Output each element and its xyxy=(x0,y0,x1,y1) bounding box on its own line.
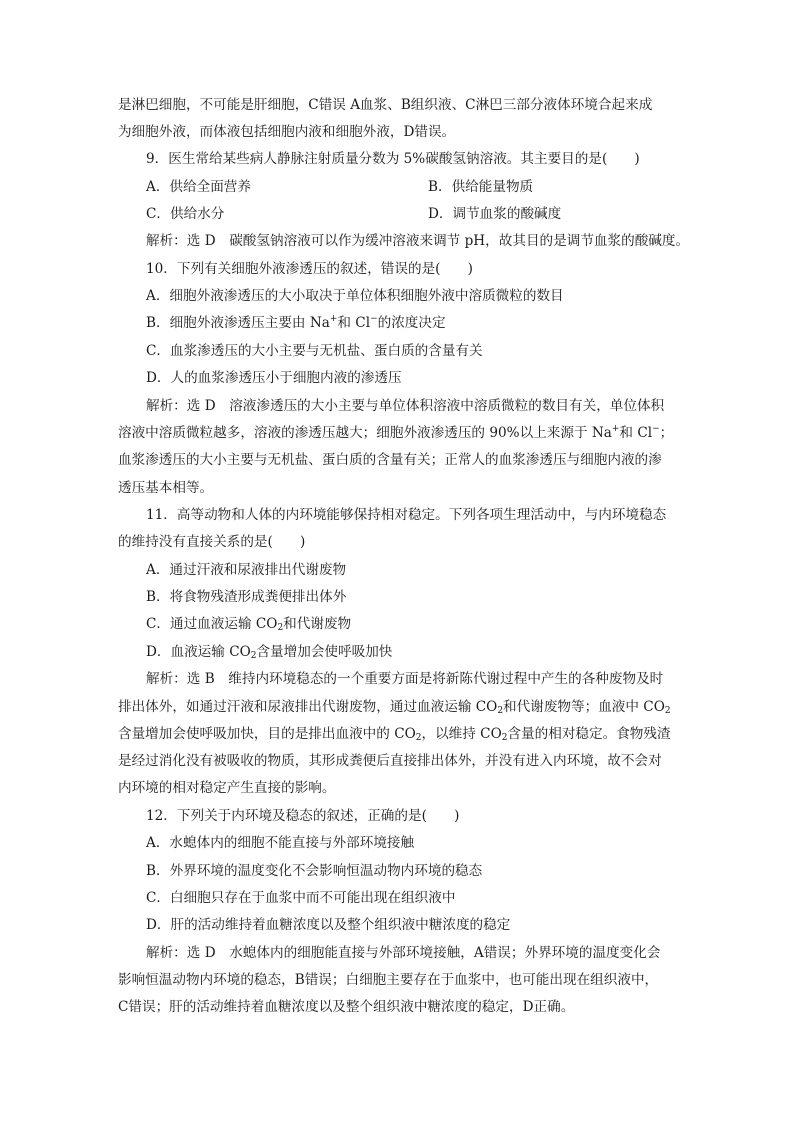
subscript: 2 xyxy=(277,623,284,633)
text-line: 内环境的相对稳定产生直接的影响。 xyxy=(118,780,336,796)
text-line: 血浆渗透压的大小主要与无机盐、蛋白质的含量有关；正常人的血浆渗透压与细胞内液的渗 xyxy=(118,452,662,468)
superscript: + xyxy=(329,314,338,324)
text-fragment: 和 Cl xyxy=(337,315,371,331)
subscript: 2 xyxy=(415,733,422,743)
subscript: 2 xyxy=(497,706,504,716)
option-d: D．调节血浆的酸碱度 xyxy=(428,206,562,222)
text-line: C错误；肝的活动维持着血糖浓度以及整个组织液中糖浓度的稳定，D正确。 xyxy=(118,999,575,1015)
option-a: A．供给全面营养 xyxy=(146,179,251,195)
option-c xyxy=(146,614,351,634)
text-fragment: 排出体外，如通过汗液和尿液排出代谢废物，通过血液运输 CO xyxy=(118,699,498,715)
text-line: 影响恒温动物内环境的稳态，B错误；白细胞主要存在于血浆中，也可能出现在组织液中， xyxy=(118,972,659,988)
option-b: B．供给能量物质 xyxy=(428,179,534,195)
option-a: A．细胞外液渗透压的大小取决于单位体积细胞外液中溶质微粒的数目 xyxy=(146,288,564,304)
text-fragment: ，以维持 CO xyxy=(421,726,502,742)
question-12: 12．下列关于内环境及稳态的叙述，正确的是( ) xyxy=(146,808,460,824)
text-fragment: 含量的相对稳定。食物残渣 xyxy=(507,726,671,742)
text-line xyxy=(118,724,671,744)
superscript: − xyxy=(652,424,660,434)
question-10: 10．下列有关细胞外液渗透压的叙述，错误的是( ) xyxy=(146,261,473,277)
text-line: 的维持没有直接关系的是( ) xyxy=(118,534,306,550)
subscript: 2 xyxy=(250,651,257,661)
text-line: 是经过消化没有被吸收的物质，其形成粪便后直接排出体外，并没有进入内环境，故不会对 xyxy=(118,753,662,769)
text-line: 为细胞外液，而体液包括细胞内液和细胞外液，D错误。 xyxy=(118,124,456,140)
option-c: C．供给水分 xyxy=(146,206,225,222)
option-d: D．人的血浆渗透压小于细胞内液的渗透压 xyxy=(146,370,402,386)
text-fragment: D．血液运输 CO xyxy=(146,644,251,660)
text-line xyxy=(118,423,673,443)
text-fragment: 和 Cl xyxy=(619,425,653,441)
answer-9: 解析：选 D 碳酸氢钠溶液可以作为缓冲溶液来调节 pH，故其目的是调节血浆的酸碱度。 xyxy=(146,233,690,249)
option-d xyxy=(146,642,392,662)
superscript: + xyxy=(611,424,620,434)
option-c: C．白细胞只存在于血浆中而不可能出现在组织液中 xyxy=(146,890,456,906)
option-c: C．血浆渗透压的大小主要与无机盐、蛋白质的含量有关 xyxy=(146,343,483,359)
option-b: B．将食物残渣形成粪便排出体外 xyxy=(146,589,347,605)
question-11: 11．高等动物和人体的内环境能够保持相对稳定。下列各项生理活动中，与内环境稳态 xyxy=(146,507,667,523)
question-9: 9．医生常给某些病人静脉注射质量分数为 5%碳酸氢钠溶液。其主要目的是( ) xyxy=(146,151,640,167)
text-fragment: 含量增加会使呼吸加快，目的是排出血液中的 CO xyxy=(118,726,416,742)
answer-10: 解析：选 D 溶液渗透压的大小主要与单位体积溶液中溶质微粒的数目有关，单位体积 xyxy=(146,398,665,414)
option-a: A．通过汗液和尿液排出代谢废物 xyxy=(146,562,347,578)
subscript: 2 xyxy=(501,733,508,743)
text-fragment: 含量增加会使呼吸加快 xyxy=(256,644,393,660)
subscript: 2 xyxy=(664,706,671,716)
text-line: 是淋巴细胞，不可能是肝细胞，C错误 A血浆、B组织液、C淋巴三部分液体环境合起来成 xyxy=(118,97,653,113)
option-d: D．肝的活动维持着血糖浓度以及整个组织液中糖浓度的稳定 xyxy=(146,917,511,933)
text-fragment: 的浓度决定 xyxy=(377,315,446,331)
text-line: 透压基本相等。 xyxy=(118,480,214,496)
option-a: A．水螅体内的细胞不能直接与外部环境接触 xyxy=(146,835,415,851)
text-fragment: ； xyxy=(659,425,674,441)
text-fragment: B．细胞外液渗透压主要由 Na xyxy=(146,315,330,331)
text-fragment: 和代谢废物等；血液中 CO xyxy=(503,699,665,715)
text-fragment: 和代谢废物 xyxy=(283,616,352,632)
text-line xyxy=(118,697,671,717)
answer-12: 解析：选 D 水螅体内的细胞能直接与外部环境接触，A错误；外界环境的温度变化会 xyxy=(146,945,661,961)
answer-11: 解析：选 B 维持内环境稳态的一个重要方面是将新陈代谢过程中产生的各种废物及时 xyxy=(146,671,664,687)
superscript: − xyxy=(370,314,378,324)
text-fragment: 溶液中溶质微粒越多，溶液的渗透压越大；细胞外液渗透压的 90%以上来源于 Na xyxy=(118,425,612,441)
text-fragment: C．通过血液运输 CO xyxy=(146,616,278,632)
option-b xyxy=(146,313,446,333)
option-b: B．外界环境的温度变化不会影响恒温动物内环境的稳态 xyxy=(146,863,483,879)
